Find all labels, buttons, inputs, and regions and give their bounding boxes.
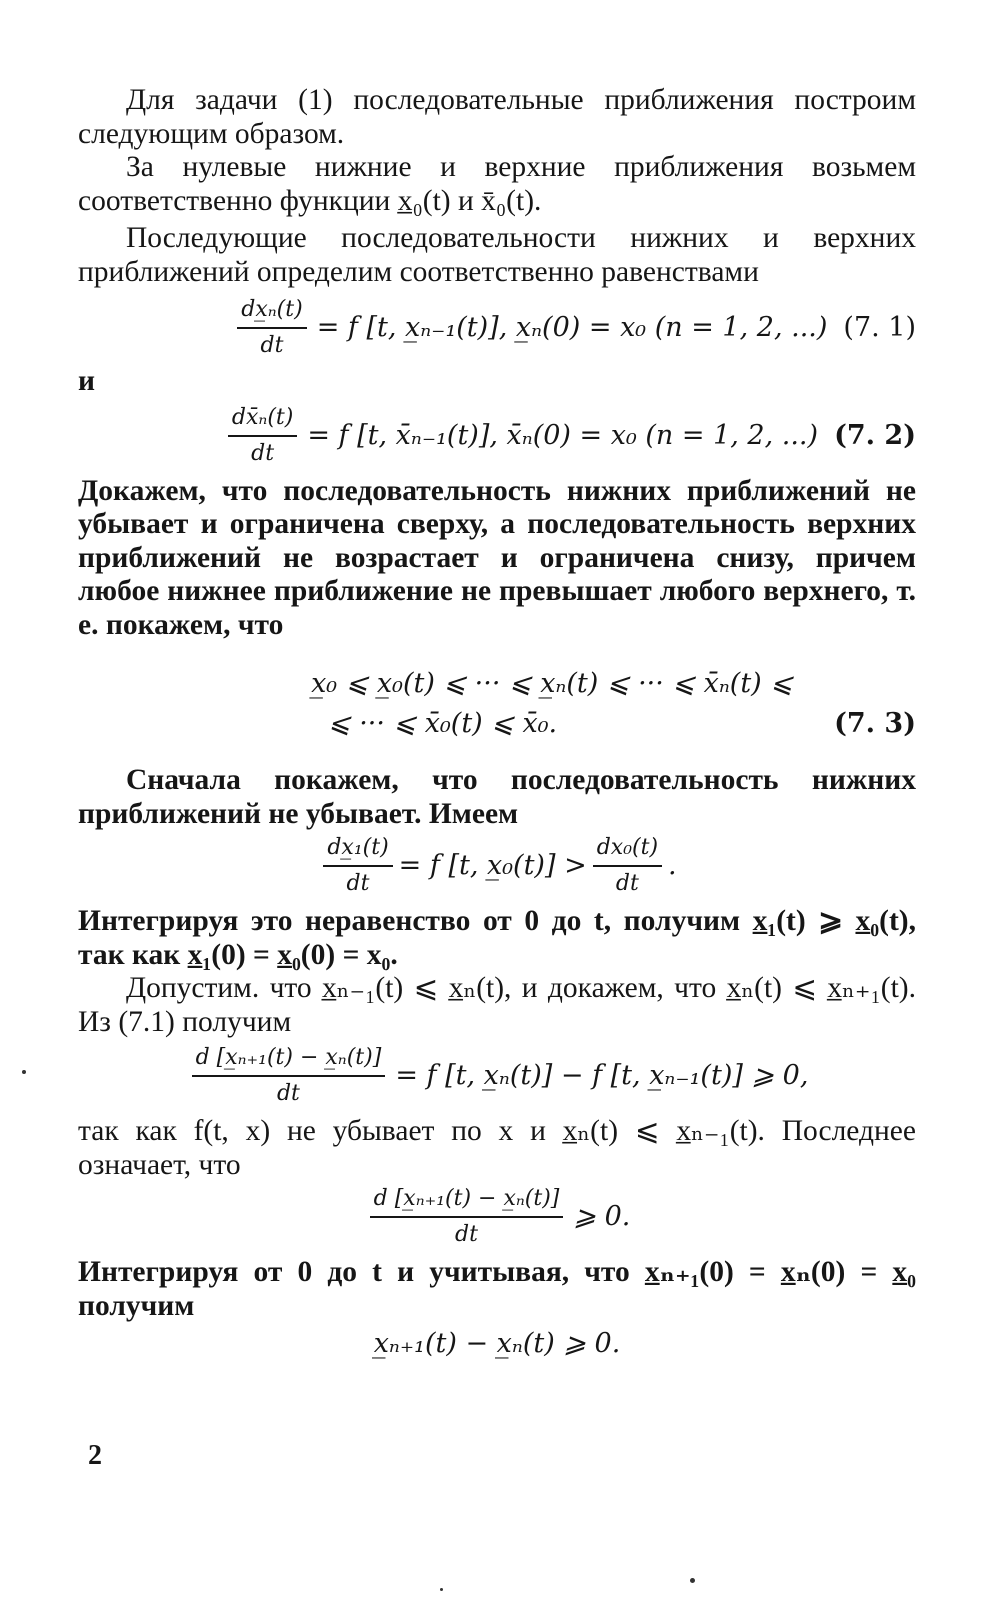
fraction-numerator: dx̲₁(t)	[323, 833, 392, 867]
equation-rhs: = f [t, x̄ₙ₋₁(t)], x̄ₙ(0) = x₀ (n = 1, 2, ...)	[307, 419, 819, 451]
paragraph-7: Допустим. что x̲ₙ₋₁(t) ⩽ x̲ₙ(t), и докажем, что x̲ₙ(t) ⩽ x̲ₙ₊₁(t). Из (7.1) получим	[78, 972, 916, 1038]
paragraph-5: Сначала покажем, что последовательность нижних приближений не убывает. Имеем	[78, 764, 916, 830]
fraction-denominator: dt	[346, 871, 370, 896]
equation-end: .	[668, 850, 677, 881]
equation-rhs: ⩾ 0.	[573, 1201, 631, 1232]
scan-speck	[440, 1588, 443, 1591]
fraction	[370, 1184, 564, 1250]
equation-number: (7. 3)	[834, 708, 916, 739]
fraction-numerator: dx₀(t)	[593, 833, 662, 867]
scan-speck	[22, 1070, 26, 1074]
equation-line-1: x̲₀ ⩽ x̲₀(t) ⩽ ··· ⩽ x̲ₙ(t) ⩽ ··· ⩽ x̄ₙ(t) ⩽	[311, 668, 793, 699]
fraction-numerator: d [x̲ₙ₊₁(t) − x̲ₙ(t)]	[192, 1043, 386, 1077]
fraction-numerator: dx̲ₙ(t)	[237, 295, 306, 329]
paragraph-1: Для задачи (1) последовательные приближения построим следующим образом.	[78, 84, 916, 150]
fraction	[228, 403, 297, 469]
fraction-numerator: d [x̲ₙ₊₁(t) − x̲ₙ(t)]	[370, 1184, 564, 1218]
paragraph-2: За нулевые нижние и верхние приближения возьмем соответственно функции x̲₀(t) и x̄₀(t).	[78, 151, 916, 217]
equation-7-1	[78, 295, 916, 361]
scan-speck	[690, 1578, 695, 1583]
paragraph-3: Последующие последовательности нижних и верхних приближений определим соответственно равенствами	[78, 222, 916, 288]
fraction-denominator: dt	[276, 1081, 300, 1106]
equation-7-3	[78, 664, 916, 744]
paragraph-4: Докажем, что последовательность нижних приближений не убывает и ограничена сверху, а последовательность верхних приближений не возрастает и ограничена снизу, причем любое нижнее приближение не превышает любого верхнего, т. е. покажем, что	[78, 474, 916, 641]
paragraph-8: так как f(t, x) не убывает по x и x̲ₙ(t) ⩽ x̲ₙ₋₁(t). Последнее означает, что	[78, 1115, 916, 1181]
page-content	[78, 84, 916, 1359]
fraction-denominator: dt	[251, 440, 275, 466]
fraction-denominator: dt	[615, 871, 639, 896]
fraction-numerator: dx̄ₙ(t)	[228, 403, 297, 437]
equation-rhs: = f [t, x̲ₙ₋₁(t)], x̲ₙ(0) = x₀ (n = 1, 2, ...)	[316, 312, 828, 343]
equation-d: x̲ₙ₊₁(t) − x̲ₙ(t) ⩾ 0.	[373, 1328, 621, 1359]
equation-7-2	[78, 403, 916, 469]
equation-b	[78, 1043, 916, 1109]
fraction-right	[593, 833, 662, 899]
paragraph-6: Интегрируя это неравенство от 0 до t, получим x̲₁(t) ⩾ x̲₀(t), так как x̲₁(0) = x̲₀(0) = x₀.	[78, 905, 916, 971]
paragraph-9: Интегрируя от 0 до t и учитывая, что x̲ₙ₊₁(0) = x̲ₙ(0) = x̲₀ получим	[78, 1256, 916, 1322]
equation-c	[78, 1184, 916, 1250]
conjunction: и	[78, 365, 95, 397]
equation-number: (7. 1)	[843, 312, 916, 343]
equation-line-2: ⩽ ··· ⩽ x̄₀(t) ⩽ x̄₀.	[328, 708, 558, 739]
fraction-denominator: dt	[455, 1222, 478, 1247]
fraction	[237, 295, 306, 361]
equation-line-2-row	[78, 704, 916, 744]
fraction	[323, 833, 392, 899]
equation-a	[78, 833, 916, 899]
fraction	[192, 1043, 386, 1109]
fraction-denominator: dt	[260, 333, 284, 358]
equation-number: (7. 2)	[834, 419, 916, 451]
page-number: 2	[88, 1440, 102, 1471]
equation-rhs: = f [t, x̲ₙ(t)] − f [t, x̲ₙ₋₁(t)] ⩾ 0,	[395, 1060, 809, 1091]
equation-middle: = f [t, x̲₀(t)] >	[398, 850, 587, 881]
